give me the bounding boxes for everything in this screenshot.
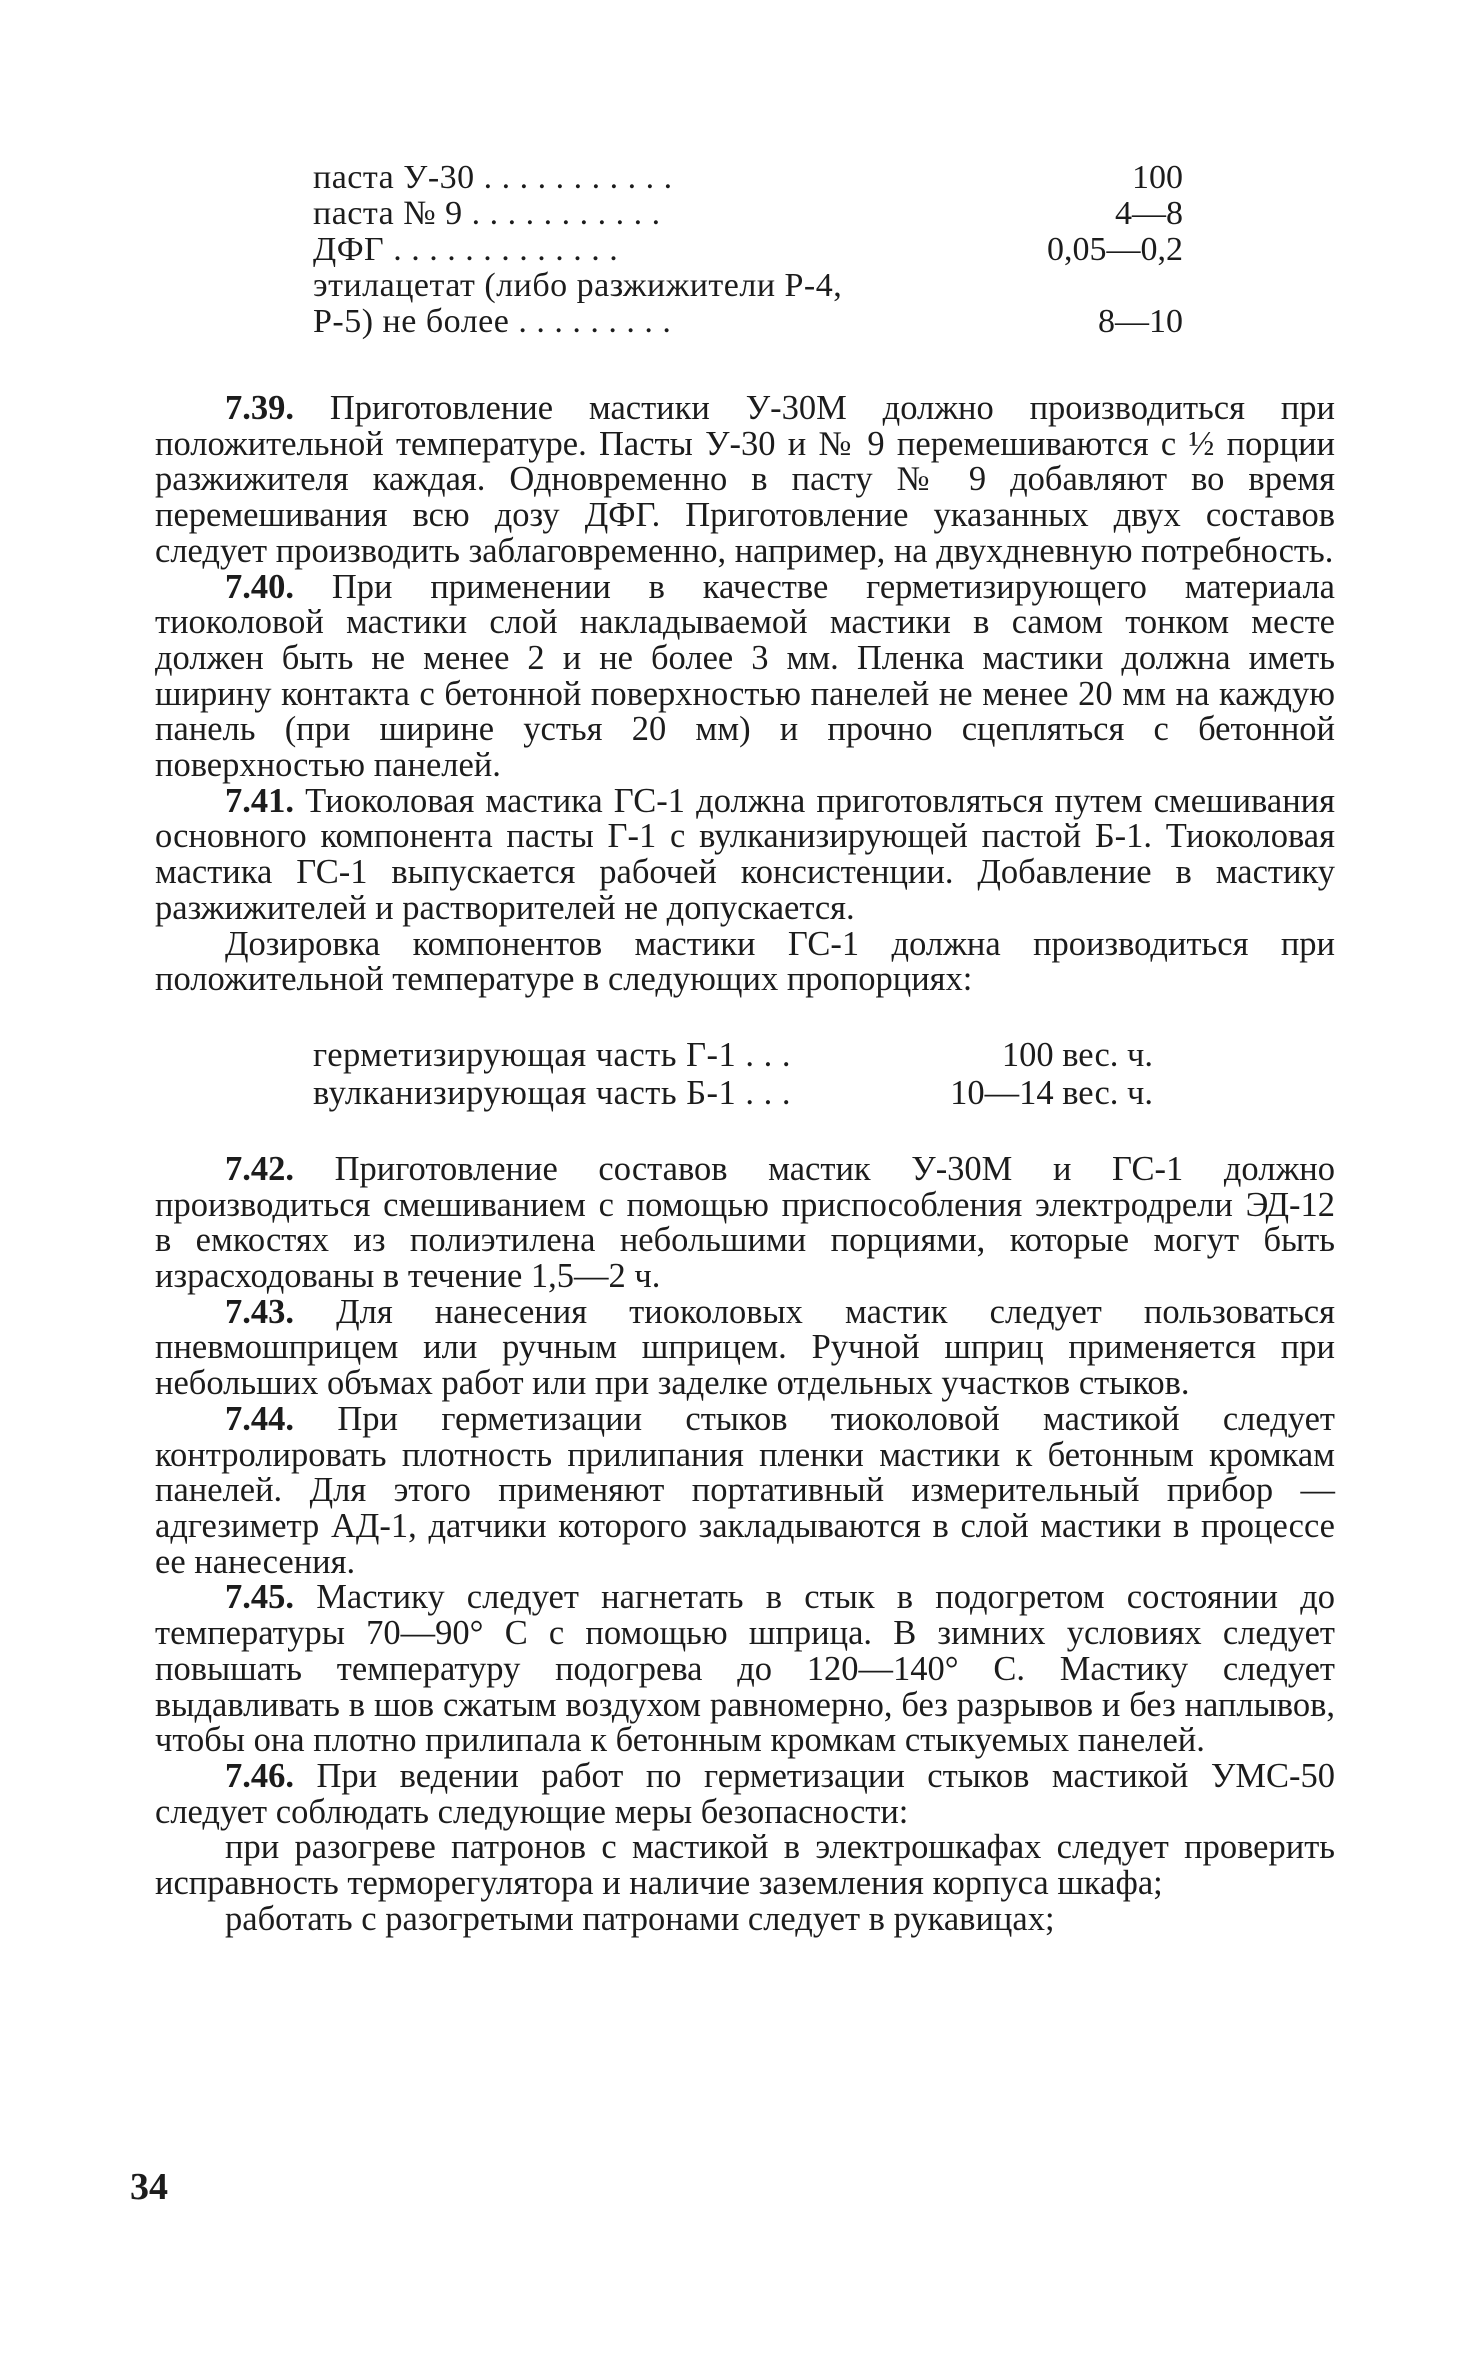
recipe-row [313,268,1183,304]
paragraph-text: Приготовление мастики У-30М должно производиться при положительной температуре. Пасты У-30 и № 9 перемешиваются с ½ порции разжижителя каждая. Одновременно в пасту № 9 добавляют во время перемешивания всю дозу ДФГ. Приготовление указанных двух составов следует производить заблаговременно, например, на двухдневную потребность. [155,389,1335,570]
recipe-table-top [313,160,1183,340]
paragraph [155,1292,1335,1403]
recipe-row-name: паста У-30 . . . . . . . . . . . [313,159,673,196]
recipe-row-name: ДФГ . . . . . . . . . . . . . [313,231,619,268]
recipe-row [313,304,1183,340]
recipe-row-name: Р-5) не более . . . . . . . . . [313,303,672,340]
paragraph [155,391,1335,570]
paragraph-text: при разогреве патронов с мастикой в электрошкафах следует проверить исправность терморегулятора и наличие заземления корпуса шкафа; [155,1828,1335,1903]
recipe-row [313,232,1183,268]
paragraph-text: При применении в качестве герметизирующего материала тиоколовой мастики слой накладываемой мастики в самом тонком месте должен быть не менее 2 и не более 3 мм. Пленка мастики должна иметь ширину контакта с бетонной поверхностью панелей не менее 20 мм на каждую панель (при ширине устья 20 мм) и прочно сцепляться с бетонной поверхностью панелей. [155,567,1335,785]
page-number: 34 [130,2166,168,2208]
paragraph-group-before [155,391,1335,998]
paragraph-number: 7.43. [225,1292,294,1331]
paragraph-number: 7.44. [225,1399,294,1438]
recipe-row-value: 4—8 [1115,195,1183,232]
paragraph [155,1580,1335,1759]
ratio-row [313,1073,1153,1114]
paragraph-text: Приготовление составов мастик У-30М и ГС-1 должно производиться смешиванием с помощью приспособления электродрели ЭД-12 в емкостях из полиэтилена небольшими порциями, которые могут быть израсходованы в течение 1,5—2 ч. [155,1149,1335,1296]
paragraph [155,1149,1335,1296]
recipe-row-value [993,268,1183,304]
paragraph-text: работать с разогретыми патронами следует в рукавицах; [225,1899,1055,1938]
paragraph-number: 7.40. [225,567,294,606]
body-text [155,391,1335,1937]
ratio-row-name: вулканизирующая часть Б-1 . . . [313,1073,792,1112]
recipe-row-value: 8—10 [1098,303,1183,340]
paragraph [155,781,1335,927]
ratio-row-value: 100 вес. ч. [1001,1035,1153,1074]
paragraph-text: При герметизации стыков тиоколовой мастикой следует контролировать плотность прилипания пленки мастики к бетонным кромкам панелей. Для этого применяют портативный измерительный прибор — адгезиметр АД-1, датчики которого закладываются в слой мастики в процессе ее нанесения. [155,1399,1335,1581]
paragraph [155,1830,1335,1901]
ratio-table [313,1035,1153,1114]
recipe-row-name: паста № 9 . . . . . . . . . . . [313,195,661,232]
paragraph-text: Дозировка компонентов мастики ГС-1 должна производиться при положительной температуре в следующих пропорциях: [155,924,1335,999]
ratio-row-value: 10—14 вес. ч. [950,1073,1153,1112]
paragraph-group-after [155,1149,1335,1938]
ratio-row [313,1035,1153,1076]
paragraph-number: 7.46. [225,1756,294,1795]
paragraph [155,924,1335,999]
paragraph [155,567,1335,785]
paragraph [155,1399,1335,1581]
ratio-row-name: герметизирующая часть Г-1 . . . [313,1035,792,1074]
paragraph-number: 7.39. [225,389,294,427]
paragraph [155,1756,1335,1831]
recipe-row-name: этилацетат (либо разжижители Р-4, [313,267,843,304]
paragraph-number: 7.42. [225,1149,294,1188]
paragraph-number: 7.45. [225,1578,294,1617]
recipe-row-value: 0,05—0,2 [1047,231,1183,268]
recipe-row [313,160,1183,196]
recipe-row-value: 100 [1132,159,1183,196]
paragraph-number: 7.41. [225,781,294,820]
paragraph-text: Для нанесения тиоколовых мастик следует пользоваться пневмошприцем или ручным шприцем. Ручной шприц применяется при небольших объмах работ или при заделке отдельных участков стыков. [155,1292,1335,1403]
paragraph-text: Мастику следует нагнетать в стык в подогретом состоянии до температуры 70—90° С с помощью шприца. В зимних условиях следует повышать температуру подогрева до 120—140° С. Мастику следует выдавливать в шов сжатым воздухом равномерно, без разрывов и без наплывов, чтобы она плотно прилипала к бетонным кромкам стыкуемых панелей. [155,1578,1335,1760]
recipe-row [313,196,1183,232]
paragraph-text: Тиоколовая мастика ГС-1 должна приготовляться путем смешивания основного компонента пасты Г-1 с вулканизирующей пастой Б-1. Тиоколовая мастика ГС-1 выпускается рабочей консистенции. Добавление в мастику разжижителей и растворителей не допускается. [155,781,1335,927]
paragraph-text: При ведении работ по герметизации стыков мастикой УМС-50 следует соблюдать следующие меры безопасности: [155,1756,1335,1831]
paragraph [155,1899,1335,1938]
